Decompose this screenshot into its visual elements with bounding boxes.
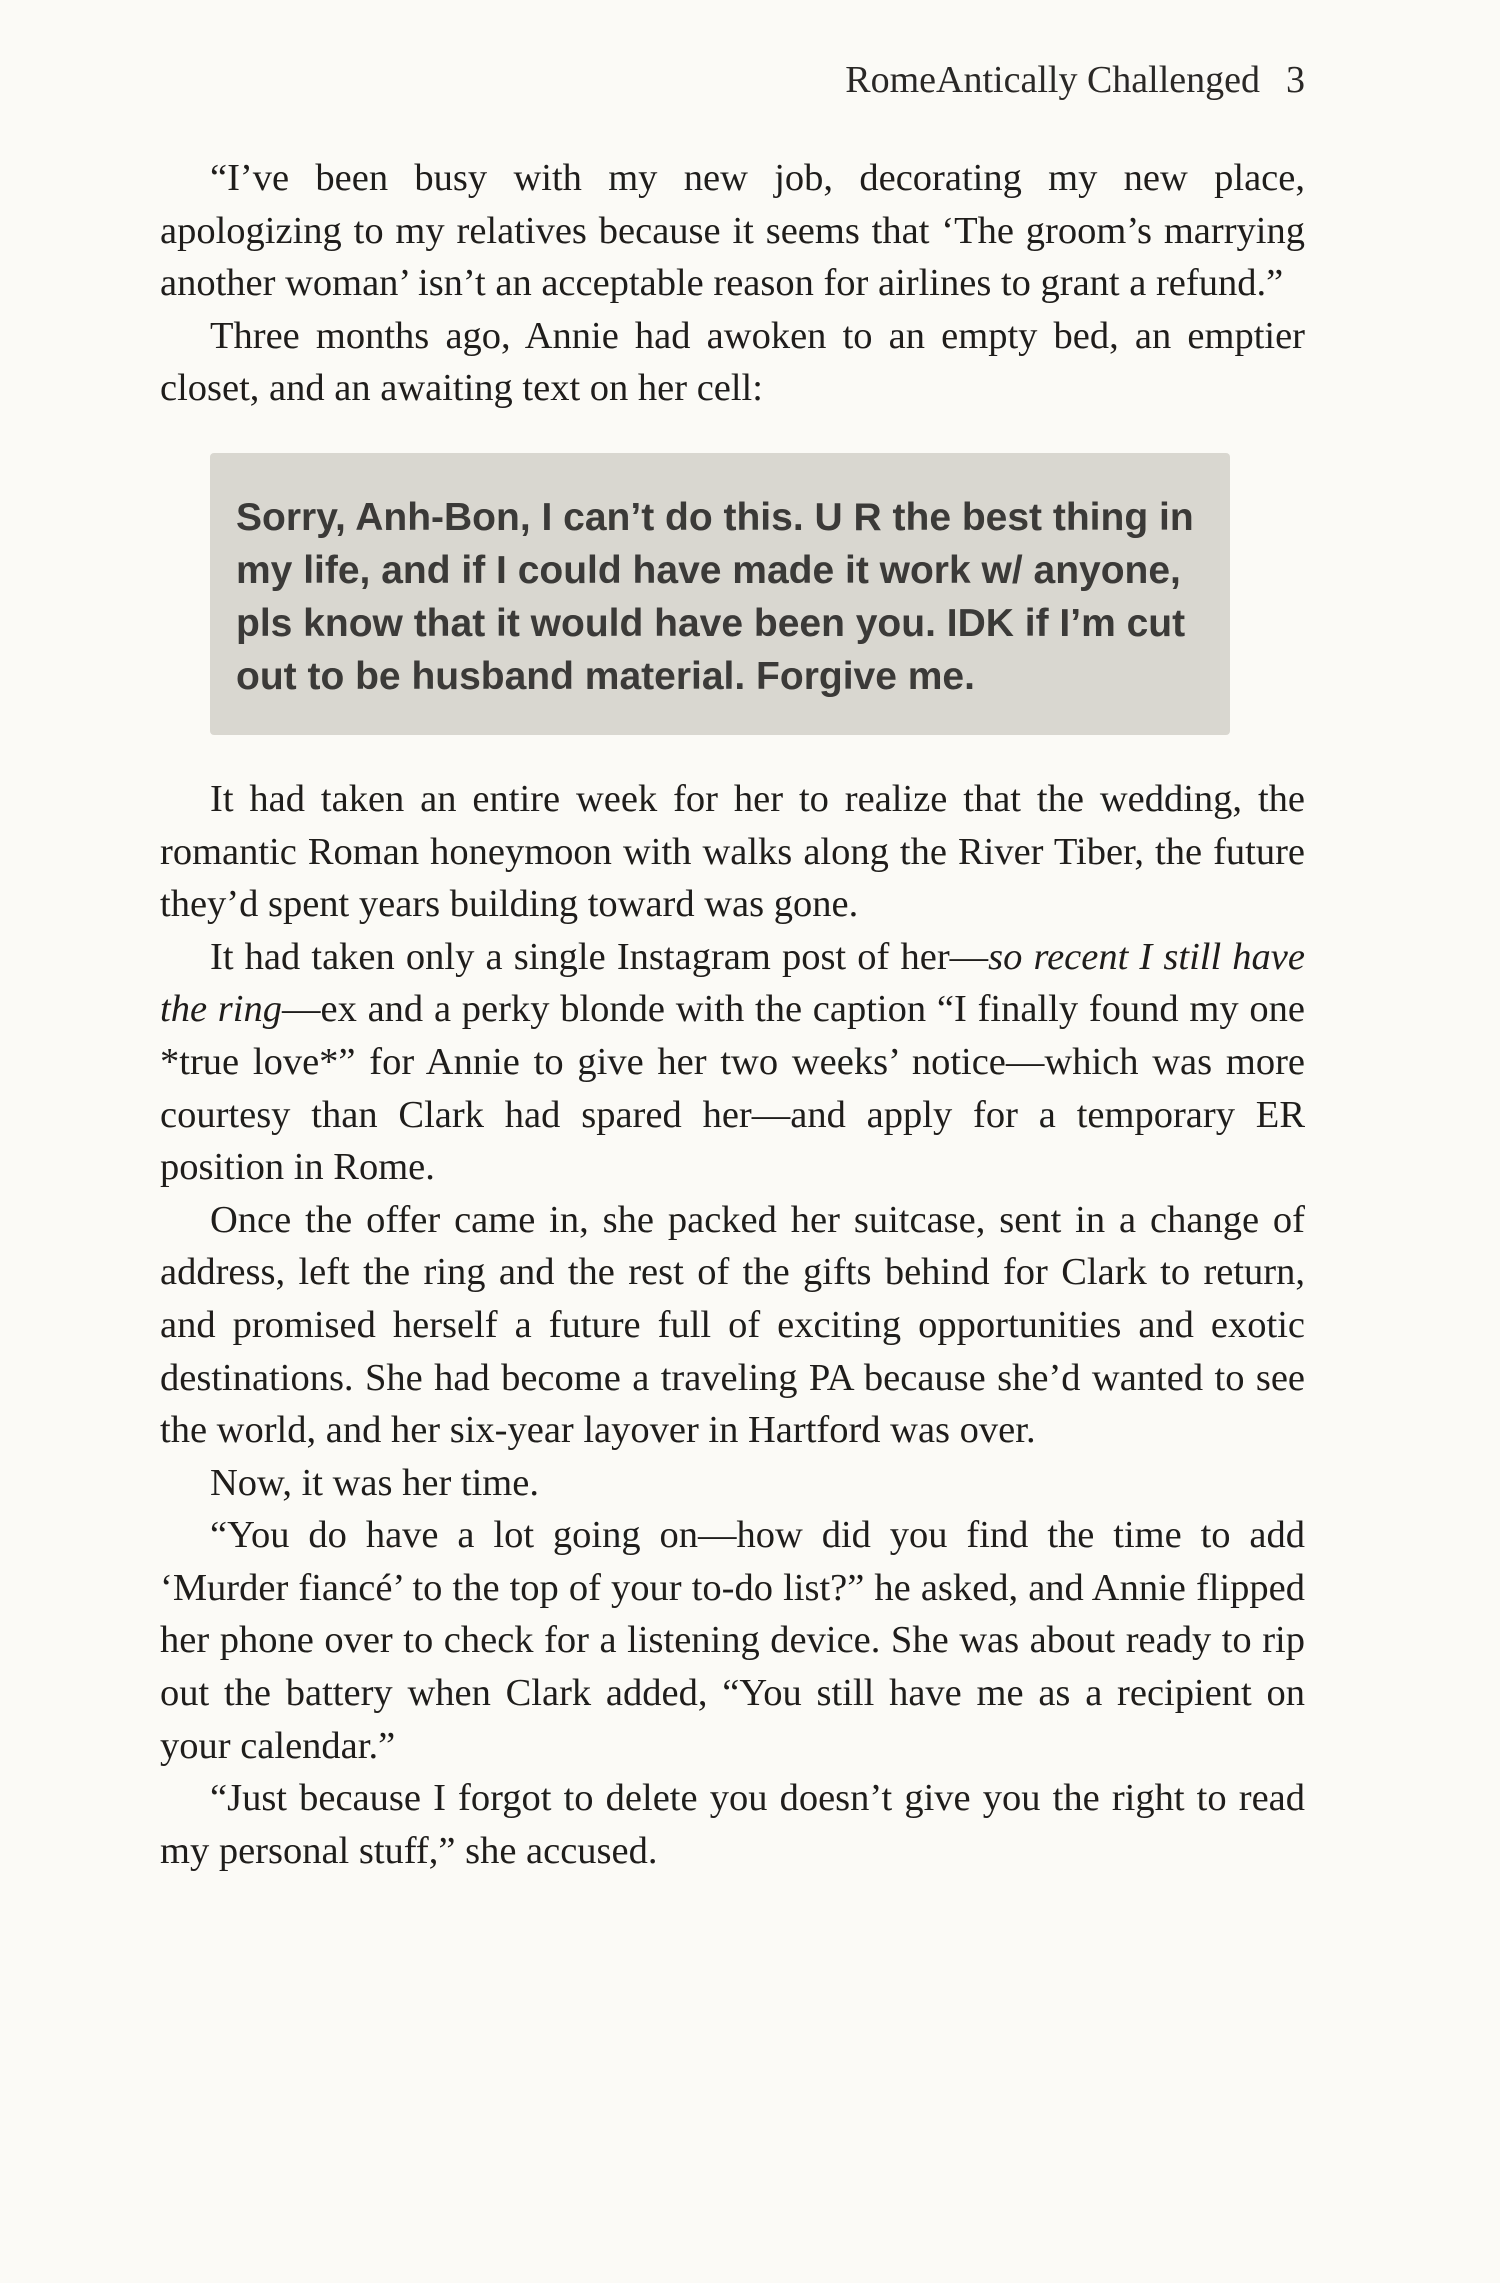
paragraph-entire-week: It had taken an entire week for her to realize that the wedding, the romantic Roman honeymoon with walks along the River Tiber, the future they’d spent years building toward was gone. (160, 777, 1305, 926)
paragraph-delete-you: “Just because I forgot to delete you doesn’t give you the right to read my personal stuff,” she accused. (160, 1777, 1305, 1872)
running-header (160, 56, 1305, 104)
instagram-text-italic: so recent I still have the ring (160, 935, 1305, 1031)
paragraph-instagram-post (160, 931, 1305, 1194)
paragraph-her-time: Now, it was her time. (210, 1461, 539, 1504)
body-text (160, 152, 1305, 1877)
running-title: RomeAntically Challenged (845, 59, 1260, 101)
instagram-text-before: It had taken only a single Instagram post of her— (210, 935, 989, 978)
paragraph-three-months-ago: Three months ago, Annie had awoken to an empty bed, an emptier closet, and an awaiting text on her cell: (160, 314, 1305, 410)
instagram-text-after: —ex and a perky blonde with the caption “I finally found my one *true love*” for Annie to give her two weeks’ notice—which was more courtesy than Clark had spared her—and apply for a temporary ER position in Rome. (160, 988, 1305, 1189)
paragraph-murder-fiance: “You do have a lot going on—how did you find the time to add ‘Murder fiancé’ to the top of your to-do list?” he asked, and Annie flipped her phone over to check for a listening device. She was about ready to rip out the battery when Clark added, “You still have me as a recipient on your calendar.” (160, 1514, 1305, 1767)
text-message-content: Sorry, Anh-Bon, I can’t do this. U R the best thing in my life, and if I could have made it work w/ anyone, pls know that it would have been you. IDK if I’m cut out to be husband material. Forgive me. (236, 495, 1194, 698)
paragraph-busy-job: “I’ve been busy with my new job, decorating my new place, apologizing to my relatives because it seems that ‘The groom’s marrying another woman’ isn’t an acceptable reason for airlines to grant a refund.” (160, 157, 1305, 305)
text-message-box (210, 453, 1230, 735)
paragraph-offer-came-in: Once the offer came in, she packed her suitcase, sent in a change of address, left the ring and the rest of the gifts behind for Clark to return, and promised herself a future full of exciting opportunities and exotic destinations. She had become a traveling PA because she’d wanted to see the world, and her six-year layover in Hartford was over. (160, 1198, 1305, 1452)
page-number: 3 (1286, 59, 1305, 101)
